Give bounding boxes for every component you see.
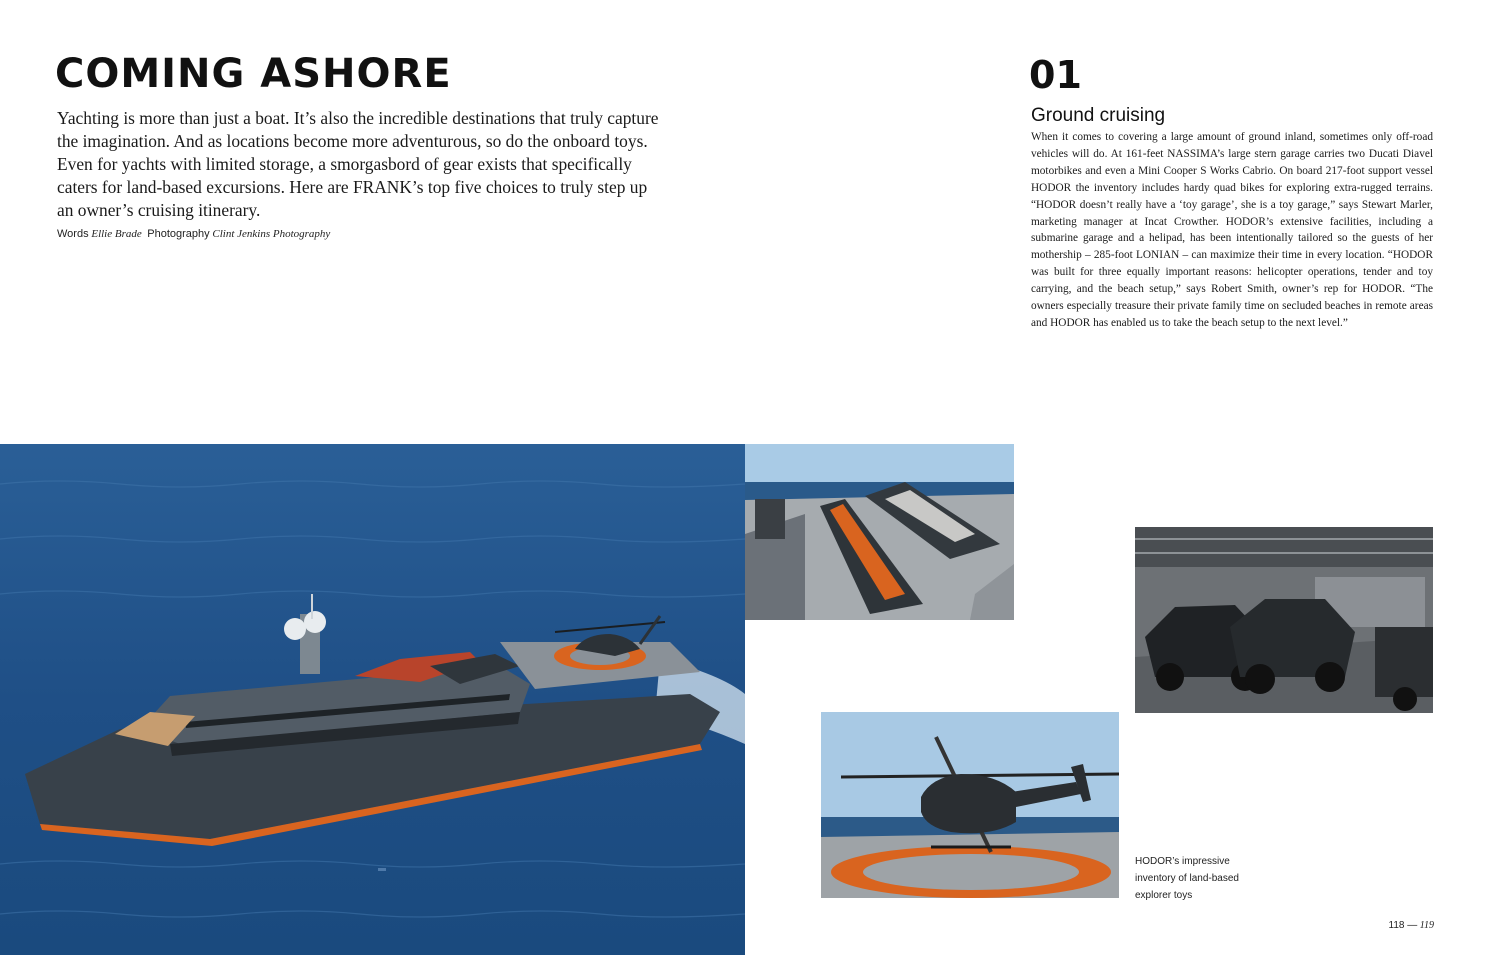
garage-illustration	[1135, 527, 1433, 713]
folio-right: 119	[1419, 920, 1434, 931]
section-number: 01	[1029, 53, 1082, 97]
article-intro: Yachting is more than just a boat. It’s also the incredible destinations that truly capture the imagination. And as locations become more adventurous, so do the onboard toys. Even for yachts with limited storage, a smorgasbord of gear exists that specifically caters for land-based excursions. Here are FRANK’s top five choices to truly step up an owner’s cruising itinerary.	[57, 108, 659, 220]
credit-photo-label: Photography	[147, 228, 210, 240]
main-yacht-photo	[0, 444, 745, 955]
credit-words-name: Ellie Brade	[91, 228, 142, 240]
helicopter-illustration	[821, 712, 1119, 898]
yacht-illustration	[0, 444, 745, 955]
folio-left: 118 —	[1388, 920, 1418, 931]
photo-caption: HODOR’s impressive inventory of land-based explorer toys	[1135, 856, 1239, 901]
tenders-photo	[745, 444, 1014, 620]
article-headline: COMING ASHORE	[55, 51, 452, 97]
article-credits	[57, 227, 657, 241]
page-folio	[1380, 919, 1434, 933]
section-title: Ground cruising	[1031, 105, 1166, 126]
credit-words-label: Words	[57, 228, 89, 240]
tenders-illustration	[745, 444, 1014, 620]
helicopter-photo	[821, 712, 1119, 898]
section-body: When it comes to covering a large amount of ground inland, sometimes only off-road vehicles will do. At 161-feet NASSIMA’s large stern garage carries two Ducati Diavel motorbikes and even a Mini Cooper S Works Cabrio. On board 217-foot support vessel HODOR the inventory includes hardy quad bikes for exploring extra-rugged terrains. “HODOR doesn’t really have a ‘toy garage’, she is a toy garage,” says Stewart Marler, marketing manager at Incat Crowther. HODOR’s extensive facilities, including a submarine garage and a helipad, has been intentionally tailored so the guests of her mothership – 285-foot LONIAN – can maximize their time in every location. “HODOR was built for three equally important reasons: helicopter operations, tender and toy carrying, and the beach setup,” says Robert Smith, owner’s rep for HODOR. “The owners especially treasure their private family time on secluded beaches in remote areas and HODOR has enabled us to take the beach setup to the next level.”	[1031, 131, 1433, 329]
credit-photo-name: Clint Jenkins Photography	[212, 228, 331, 240]
garage-photo	[1135, 527, 1433, 713]
